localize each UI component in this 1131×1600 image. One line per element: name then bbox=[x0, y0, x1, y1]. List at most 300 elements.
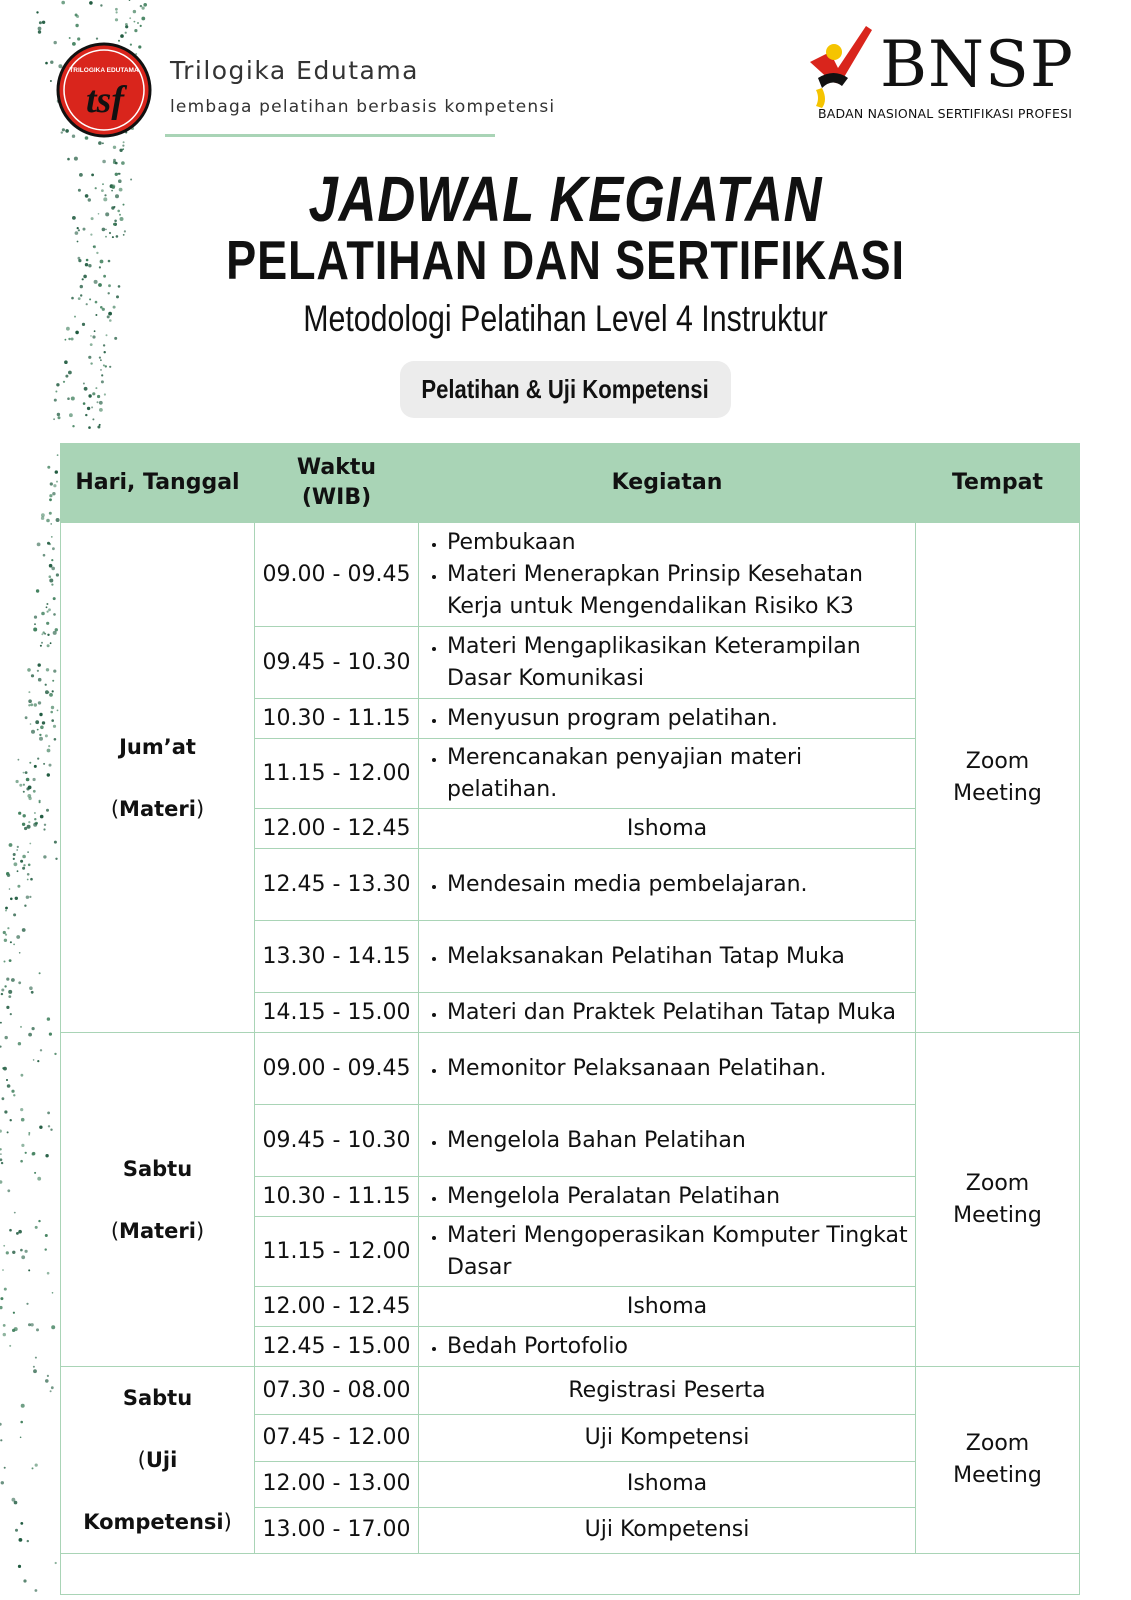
decor-dot bbox=[50, 80, 52, 82]
place-line2: Meeting bbox=[953, 780, 1042, 806]
decor-dot bbox=[28, 864, 31, 867]
decor-dot bbox=[99, 357, 101, 359]
day-cell bbox=[61, 1033, 255, 1367]
place-line1: Zoom bbox=[965, 748, 1030, 774]
time-cell: 12.45 - 15.00 bbox=[255, 1327, 419, 1367]
decor-dot bbox=[22, 855, 26, 859]
bnsp-emblem-icon bbox=[808, 22, 878, 110]
decor-dot bbox=[9, 959, 12, 962]
decor-dot bbox=[133, 10, 136, 13]
decor-dot bbox=[34, 812, 36, 814]
decor-dot bbox=[53, 613, 56, 616]
decor-dot bbox=[39, 713, 42, 716]
time-cell: 09.00 - 09.45 bbox=[255, 523, 419, 627]
decor-dot bbox=[0, 1153, 2, 1155]
decor-dot bbox=[10, 1119, 12, 1121]
activity-cell: Ishoma bbox=[419, 809, 916, 849]
decor-dot bbox=[22, 823, 25, 826]
decor-dot bbox=[77, 241, 79, 243]
decor-dot bbox=[1, 1162, 3, 1164]
decor-dot bbox=[102, 142, 104, 144]
place-cell bbox=[916, 1367, 1080, 1554]
decor-dot bbox=[55, 470, 58, 473]
place-line1: Zoom bbox=[965, 1431, 1030, 1456]
decor-dot bbox=[32, 1467, 34, 1469]
decor-dot bbox=[35, 720, 39, 724]
decor-dot bbox=[78, 297, 81, 300]
decor-dot bbox=[49, 579, 53, 583]
decor-dot bbox=[119, 149, 122, 152]
decor-dot bbox=[20, 1421, 23, 1424]
decor-dot bbox=[49, 575, 52, 578]
decor-dot bbox=[69, 37, 71, 39]
place-cell bbox=[916, 523, 1080, 1033]
decor-dot bbox=[96, 252, 98, 254]
decor-dot bbox=[45, 1248, 47, 1250]
decor-dot bbox=[108, 292, 110, 294]
decor-dot bbox=[61, 1, 65, 5]
decor-dot bbox=[37, 1177, 41, 1181]
decor-dot bbox=[47, 644, 50, 647]
decor-dot bbox=[57, 454, 59, 456]
decor-dot bbox=[13, 944, 15, 946]
decor-dot bbox=[39, 972, 41, 974]
decor-dot bbox=[46, 519, 50, 523]
decor-dot bbox=[23, 814, 26, 817]
time-cell: 10.30 - 11.15 bbox=[255, 699, 419, 739]
decor-dot bbox=[11, 1090, 14, 1093]
decor-dot bbox=[89, 1, 93, 5]
activity-list bbox=[425, 631, 909, 695]
decor-dot bbox=[30, 723, 32, 725]
decor-dot bbox=[97, 426, 100, 429]
decor-dot bbox=[16, 935, 20, 939]
decor-dot bbox=[27, 1540, 29, 1542]
decor-dot bbox=[51, 536, 53, 538]
decor-dot bbox=[37, 729, 39, 731]
decor-dot bbox=[48, 608, 51, 611]
time-cell: 09.00 - 09.45 bbox=[255, 1033, 419, 1105]
decor-dot bbox=[23, 791, 25, 793]
decor-dot bbox=[88, 198, 91, 201]
decor-dot bbox=[47, 1017, 50, 1020]
decor-dot bbox=[54, 738, 57, 741]
decor-dot bbox=[125, 32, 127, 34]
decor-dot bbox=[115, 18, 118, 21]
header-activity: Kegiatan bbox=[419, 444, 916, 523]
day-name: Sabtu bbox=[122, 1156, 193, 1181]
decor-dot bbox=[30, 878, 33, 881]
time-cell: 12.45 - 13.30 bbox=[255, 849, 419, 921]
decor-dot bbox=[36, 589, 39, 592]
decor-dot bbox=[20, 1160, 23, 1163]
decor-dot bbox=[7, 1131, 9, 1133]
decor-dot bbox=[92, 335, 95, 338]
decor-dot bbox=[43, 763, 45, 765]
decor-dot bbox=[45, 1379, 49, 1383]
activity-cell: Uji Kompetensi bbox=[419, 1415, 916, 1461]
decor-dot bbox=[49, 693, 53, 697]
decor-dot bbox=[53, 597, 56, 600]
decor-dot bbox=[7, 927, 9, 929]
activity-item: • Melaksanakan Pelatihan Tatap Muka bbox=[447, 941, 909, 973]
decor-dot bbox=[5, 910, 7, 912]
decor-dot bbox=[4, 961, 6, 963]
activity-cell: Ishoma bbox=[419, 1287, 916, 1327]
decor-dot bbox=[88, 356, 91, 359]
decor-dot bbox=[18, 759, 20, 761]
decor-dot bbox=[51, 1386, 54, 1389]
bnsp-fullname: BADAN NASIONAL SERTIFIKASI PROFESI bbox=[818, 106, 1073, 121]
table-row bbox=[61, 523, 1080, 627]
decor-dot bbox=[52, 547, 55, 550]
activity-list bbox=[425, 997, 909, 1029]
day-name: Sabtu bbox=[122, 1386, 193, 1410]
decor-dot bbox=[90, 362, 92, 364]
time-cell: 12.00 - 13.00 bbox=[255, 1461, 419, 1507]
decor-dot bbox=[6, 1006, 9, 1009]
decor-dot bbox=[38, 1220, 40, 1222]
decor-dot bbox=[28, 704, 30, 706]
decor-dot bbox=[19, 784, 22, 787]
decor-dot bbox=[23, 864, 25, 866]
decor-dot bbox=[13, 853, 16, 856]
decor-dot bbox=[51, 1325, 55, 1329]
day-cell bbox=[61, 1367, 255, 1554]
decor-dot bbox=[140, 25, 142, 27]
decor-dot bbox=[82, 323, 85, 326]
brand-underline bbox=[165, 134, 495, 137]
decor-dot bbox=[50, 523, 52, 525]
decor-dot bbox=[41, 612, 45, 616]
decor-dot bbox=[69, 413, 73, 417]
decor-dot bbox=[92, 392, 95, 395]
decor-dot bbox=[51, 706, 54, 709]
table-row bbox=[61, 1033, 1080, 1105]
activity-item: • Pembukaan bbox=[447, 527, 909, 559]
decor-dot bbox=[4, 1288, 7, 1291]
decor-dot bbox=[18, 1042, 21, 1045]
decor-dot bbox=[44, 824, 46, 826]
decor-dot bbox=[56, 573, 59, 576]
decor-dot bbox=[24, 905, 26, 907]
decor-dot bbox=[94, 330, 96, 332]
decor-dot bbox=[31, 1152, 34, 1155]
decor-dot bbox=[31, 991, 34, 994]
activity-cell bbox=[419, 739, 916, 809]
decor-dot bbox=[18, 981, 21, 984]
decor-dot bbox=[23, 772, 25, 774]
activity-item: • Materi Mengaplikasikan Keterampilan Dasar Komunikasi bbox=[447, 631, 909, 695]
decor-dot bbox=[53, 631, 57, 635]
decor-dot bbox=[18, 1230, 22, 1234]
decor-dot bbox=[98, 141, 102, 145]
decor-dot bbox=[13, 913, 16, 916]
decor-dot bbox=[50, 1390, 52, 1392]
table-header-row bbox=[61, 444, 1080, 523]
activity-cell bbox=[419, 849, 916, 921]
decor-dot bbox=[97, 401, 99, 403]
decor-dot bbox=[28, 1134, 30, 1136]
decor-dot bbox=[76, 15, 79, 18]
decor-dot bbox=[40, 645, 42, 647]
activity-cell: Registrasi Peserta bbox=[419, 1367, 916, 1415]
decor-dot bbox=[74, 316, 76, 318]
decor-dot bbox=[95, 314, 97, 316]
decor-dot bbox=[45, 734, 48, 737]
decor-dot bbox=[99, 408, 103, 412]
header-time bbox=[255, 444, 419, 523]
time-cell: 11.15 - 12.00 bbox=[255, 1217, 419, 1287]
decor-dot bbox=[26, 1303, 28, 1305]
decor-dot bbox=[85, 414, 87, 416]
decor-dot bbox=[34, 616, 37, 619]
decor-dot bbox=[8, 990, 12, 994]
decor-dot bbox=[19, 952, 21, 954]
decor-dot bbox=[125, 25, 128, 28]
decor-dot bbox=[21, 1074, 24, 1077]
decor-dot bbox=[6, 872, 9, 875]
decor-dot bbox=[28, 1269, 30, 1271]
decor-dot bbox=[68, 338, 70, 340]
decor-dot bbox=[9, 1229, 12, 1232]
decor-dot bbox=[13, 1094, 15, 1096]
decor-dot bbox=[72, 425, 74, 427]
decor-dot bbox=[64, 360, 68, 364]
decor-dot bbox=[17, 885, 20, 888]
decor-dot bbox=[45, 1154, 48, 1157]
activity-list bbox=[425, 1053, 909, 1085]
decor-dot bbox=[31, 1027, 34, 1030]
decor-dot bbox=[27, 851, 29, 853]
decor-dot bbox=[47, 542, 50, 545]
decor-dot bbox=[4, 939, 7, 942]
decor-dot bbox=[38, 663, 41, 666]
title-pelatihan: PELATIHAN DAN SERTIFIKASI bbox=[226, 229, 905, 291]
decor-dot bbox=[95, 301, 98, 304]
decor-dot bbox=[47, 611, 49, 613]
activity-list bbox=[425, 869, 909, 901]
decor-dot bbox=[38, 27, 42, 31]
activity-item: • Bedah Portofolio bbox=[447, 1331, 909, 1363]
activity-list bbox=[425, 1181, 909, 1213]
decor-dot bbox=[56, 518, 60, 522]
time-cell: 09.45 - 10.30 bbox=[255, 627, 419, 699]
decor-dot bbox=[3, 1333, 6, 1336]
activity-cell bbox=[419, 1177, 916, 1217]
decor-dot bbox=[39, 1126, 42, 1129]
decor-dot bbox=[90, 234, 92, 236]
decor-dot bbox=[75, 331, 79, 335]
decor-dot bbox=[77, 37, 80, 40]
time-cell: 09.45 - 10.30 bbox=[255, 1105, 419, 1177]
decor-dot bbox=[99, 266, 101, 268]
decor-dot bbox=[49, 764, 52, 767]
decor-dot bbox=[91, 406, 93, 408]
decor-dot bbox=[86, 303, 88, 305]
decor-dot bbox=[31, 730, 35, 734]
decor-dot bbox=[17, 846, 19, 848]
decor-dot bbox=[0, 1297, 3, 1300]
decor-dot bbox=[91, 217, 94, 220]
day-name: Jum’at bbox=[119, 734, 196, 759]
decor-dot bbox=[35, 1464, 38, 1467]
decor-dot bbox=[104, 393, 106, 395]
decor-dot bbox=[39, 737, 43, 741]
decor-dot bbox=[21, 1404, 25, 1408]
time-cell: 12.00 - 12.45 bbox=[255, 809, 419, 849]
decor-dot bbox=[83, 402, 86, 405]
decor-dot bbox=[49, 564, 53, 568]
decor-dot bbox=[0, 1306, 3, 1309]
decor-dot bbox=[43, 828, 45, 830]
decor-dot bbox=[2, 1097, 5, 1100]
decor-dot bbox=[129, 17, 131, 19]
time-cell: 11.15 - 12.00 bbox=[255, 739, 419, 809]
decor-dot bbox=[27, 825, 31, 829]
decor-dot bbox=[33, 1366, 35, 1368]
decor-dot bbox=[34, 765, 37, 768]
decor-dot bbox=[53, 418, 55, 420]
decor-dot bbox=[134, 29, 137, 32]
day-sub: (Materi) bbox=[110, 796, 205, 821]
decor-dot bbox=[51, 584, 53, 586]
decor-dot bbox=[84, 387, 88, 391]
decor-dot bbox=[10, 898, 13, 901]
logo-monogram: tsf bbox=[86, 79, 124, 121]
decor-dot bbox=[16, 780, 19, 783]
decor-dot bbox=[3, 1324, 6, 1327]
decor-dot bbox=[99, 401, 103, 405]
decor-dot bbox=[53, 725, 56, 728]
decor-dot bbox=[90, 343, 93, 346]
decor-dot bbox=[57, 710, 59, 712]
decor-dot bbox=[142, 7, 145, 10]
decor-dot bbox=[39, 801, 41, 803]
decor-dot bbox=[48, 1125, 50, 1127]
decor-dot bbox=[13, 858, 15, 860]
place-line2: Meeting bbox=[953, 1202, 1042, 1228]
decor-dot bbox=[12, 1329, 15, 1332]
decor-dot bbox=[98, 213, 100, 215]
decor-dot bbox=[65, 375, 68, 378]
day-cell bbox=[61, 523, 255, 1033]
decor-dot bbox=[46, 603, 48, 605]
activity-list bbox=[425, 1331, 909, 1363]
title-jadwal: JADWAL KEGIATAN bbox=[308, 163, 823, 235]
decor-dot bbox=[103, 344, 105, 346]
decor-dot bbox=[47, 1272, 50, 1275]
decor-dot bbox=[141, 17, 145, 21]
decor-dot bbox=[7, 1084, 11, 1088]
decor-dot bbox=[40, 726, 44, 730]
decor-dot bbox=[58, 416, 61, 419]
decor-dot bbox=[9, 888, 11, 890]
decor-dot bbox=[88, 394, 91, 397]
decor-dot bbox=[33, 823, 37, 827]
decor-dot bbox=[100, 369, 102, 371]
decor-dot bbox=[9, 843, 13, 847]
decor-dot bbox=[90, 335, 92, 337]
activity-item: • Merencanakan penyajian materi pelatihan. bbox=[447, 742, 909, 806]
decor-dot bbox=[0, 1130, 2, 1133]
decor-dot bbox=[37, 1060, 39, 1062]
decor-dot bbox=[103, 364, 105, 366]
decor-dot bbox=[129, 0, 131, 1]
decor-dot bbox=[67, 158, 70, 161]
decor-dot bbox=[115, 8, 118, 11]
decor-dot bbox=[54, 841, 57, 844]
decor-dot bbox=[33, 1369, 37, 1373]
decor-dot bbox=[74, 157, 78, 161]
decor-dot bbox=[21, 1255, 25, 1259]
decor-dot bbox=[2, 1269, 4, 1271]
place-line2: Meeting bbox=[953, 1463, 1042, 1488]
decor-dot bbox=[35, 1357, 37, 1359]
decor-dot bbox=[31, 674, 34, 677]
activity-item: • Mendesain media pembelajaran. bbox=[447, 869, 909, 901]
decor-dot bbox=[104, 351, 106, 353]
decor-dot bbox=[94, 280, 98, 284]
activity-list bbox=[425, 527, 909, 623]
decor-dot bbox=[34, 703, 37, 706]
decor-dot bbox=[17, 870, 19, 872]
decor-dot bbox=[47, 1375, 49, 1377]
decor-dot bbox=[89, 298, 91, 300]
decor-dot bbox=[25, 716, 28, 719]
decor-dot bbox=[143, 3, 147, 7]
header-day: Hari, Tanggal bbox=[61, 444, 255, 523]
decor-dot bbox=[52, 1292, 54, 1294]
decor-dot bbox=[56, 383, 59, 386]
decor-dot bbox=[0, 1046, 2, 1048]
decor-dot bbox=[93, 245, 96, 248]
decor-dot bbox=[47, 634, 49, 636]
decor-dot bbox=[63, 381, 65, 383]
decor-dot bbox=[35, 1589, 38, 1592]
activity-cell bbox=[419, 921, 916, 993]
decor-dot bbox=[71, 338, 74, 341]
header-time-line2: (WIB) bbox=[301, 485, 372, 510]
decor-dot bbox=[4, 1467, 6, 1469]
decor-dot bbox=[83, 228, 86, 231]
decor-dot bbox=[25, 1250, 28, 1253]
decor-dot bbox=[47, 773, 50, 776]
time-cell: 13.00 - 17.00 bbox=[255, 1507, 419, 1553]
decor-dot bbox=[28, 1132, 30, 1134]
decor-dot bbox=[44, 633, 46, 635]
activity-list bbox=[425, 742, 909, 806]
activity-cell bbox=[419, 523, 916, 627]
decor-dot bbox=[5, 934, 7, 936]
decor-dot bbox=[82, 278, 84, 280]
decor-dot bbox=[20, 1249, 23, 1252]
decor-dot bbox=[97, 395, 100, 398]
day-sub-label: Materi bbox=[119, 1218, 196, 1243]
decor-dot bbox=[12, 1251, 15, 1254]
decor-dot bbox=[28, 699, 32, 703]
decor-dot bbox=[21, 1144, 24, 1147]
decor-dot bbox=[95, 387, 97, 389]
time-cell: 10.30 - 11.15 bbox=[255, 1177, 419, 1217]
decor-dot bbox=[18, 1565, 21, 1568]
category-badge bbox=[400, 361, 731, 418]
activity-item: • Mengelola Bahan Pelatihan bbox=[447, 1125, 909, 1157]
decor-dot bbox=[37, 670, 39, 672]
decor-dot bbox=[96, 38, 98, 40]
decor-dot bbox=[50, 1129, 52, 1131]
decor-dot bbox=[50, 482, 53, 485]
